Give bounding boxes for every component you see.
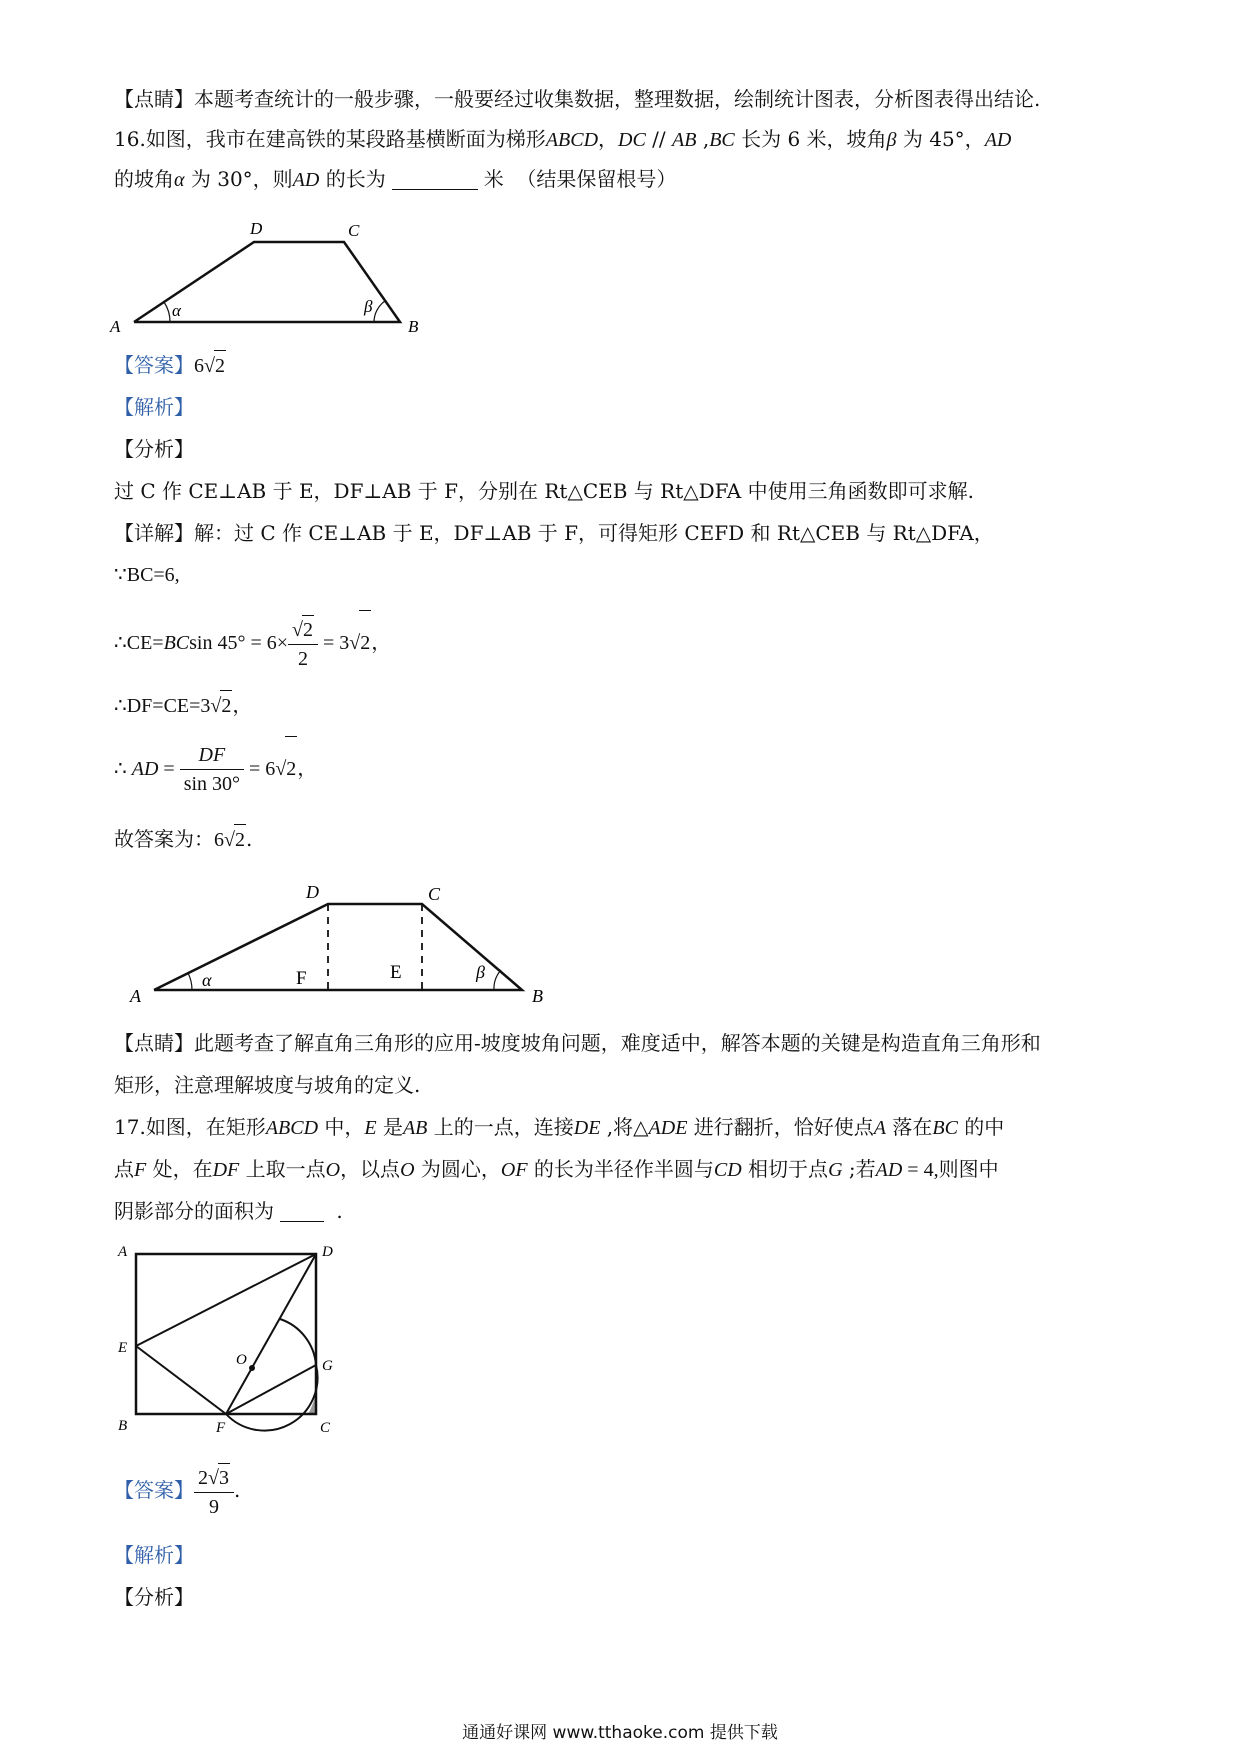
step3-ad: AD: [131, 758, 159, 780]
q16-parallel: //: [645, 127, 673, 151]
q17-b2: 处，在: [146, 1157, 213, 1181]
q17-b8: ;若: [842, 1157, 876, 1181]
fig3-label-b: B: [118, 1418, 128, 1434]
ans16-sqrt: √2: [204, 350, 226, 381]
step1-sqrt: √2: [349, 610, 371, 675]
conclusion-line: [114, 824, 1130, 855]
step1-frac-num: 2: [302, 615, 314, 644]
q17-a5: ,将△: [600, 1115, 649, 1139]
q17-df: DF: [212, 1159, 240, 1181]
q17-c1: 阴影部分的面积为: [114, 1199, 274, 1223]
jiexi-tag: 【解析】: [114, 395, 194, 419]
step2-line: [114, 690, 1130, 721]
fig2-label-d: D: [306, 882, 319, 902]
q16-alpha: α: [174, 169, 185, 191]
fig2-label-beta: β: [476, 962, 485, 982]
q16-text-5: 为 30°，则: [184, 167, 293, 191]
step3-line: [114, 736, 1130, 800]
q16-abcd: ABCD: [545, 129, 599, 151]
q17-a1: 如图，在矩形: [145, 1115, 266, 1139]
because-line: ∵BC=6,: [114, 564, 180, 586]
q16-line1: [114, 124, 1130, 155]
fig3-label-o: O: [236, 1352, 247, 1368]
q17-a8: 的中: [957, 1115, 1005, 1139]
fig3-label-c: C: [320, 1420, 331, 1436]
q17-of: OF: [500, 1159, 528, 1181]
q17-b9: = 4,则图中: [902, 1159, 999, 1181]
step2-end: ，: [232, 693, 253, 717]
q17-a: A: [873, 1117, 887, 1139]
step2-sqrt: √2: [210, 690, 232, 721]
dianjing-line: [114, 84, 1130, 114]
q17-o2: O: [400, 1159, 415, 1181]
fig1-label-d: D: [250, 222, 263, 238]
dianjing16-line1: [114, 1028, 1130, 1058]
q17-e: E: [364, 1117, 377, 1139]
fenxi-line: [114, 434, 1130, 464]
ans17-den: 9: [208, 1495, 219, 1518]
step1-radicand: 2: [359, 610, 371, 675]
q16-text-4: 的坡角: [114, 167, 174, 191]
q17-b4: ，以点: [340, 1157, 401, 1181]
ans17-fraction: $\frac{2√3}{9}$: [194, 1463, 234, 1521]
q17-de: DE: [573, 1117, 601, 1139]
conclusion-sqrt: √2: [224, 824, 246, 855]
jiexi17-line: [114, 1540, 1130, 1570]
step1-line: [114, 610, 1130, 674]
q17-a2: 中，: [318, 1115, 365, 1139]
fenxi-tag: 【分析】: [114, 437, 194, 461]
jiexi-line: [114, 392, 1130, 422]
answer-tag: 【答案】: [114, 353, 194, 377]
q17-a4: 上的一点，连接: [427, 1115, 574, 1139]
fig3-label-f: F: [216, 1420, 226, 1436]
step3-frac-num: DF: [180, 741, 244, 770]
xiangjie-text: 解：过 C 作 CE⊥AB 于 E，DF⊥AB 于 F，可得矩形 CEFD 和 Rt△CEB 与 Rt△DFA，: [194, 521, 994, 545]
q17-a7: 落在: [886, 1115, 933, 1139]
fig2-label-alpha: α: [202, 970, 212, 990]
q16-text-1: 如图，我市在建高铁的某段路基横断面为梯形: [145, 127, 546, 151]
q17-b3: 上取一点: [239, 1157, 326, 1181]
q17-c2: .: [330, 1199, 343, 1223]
q16-answer-blank: [392, 171, 478, 190]
q17-g: G: [828, 1159, 843, 1181]
q16-text-6: 的长为: [319, 167, 386, 191]
q17-cd: CD: [713, 1159, 742, 1181]
q16-text-2: 长为 6 米，坡角: [734, 127, 887, 151]
step3-eq2: = 6: [244, 758, 276, 780]
q16-bc: BC: [709, 129, 735, 151]
q17-ade: ADE: [648, 1117, 688, 1139]
xiangjie-line: [114, 518, 1130, 548]
q17-b1: 点: [114, 1157, 134, 1181]
fig1-label-beta: β: [364, 297, 373, 316]
fenxi17-line: [114, 1582, 1130, 1612]
conclusion-coef: 6: [214, 829, 224, 851]
ans17-tag: 【答案】: [114, 1478, 194, 1502]
q17-num: 17.: [114, 1115, 146, 1139]
q16-solution-figure: [120, 872, 560, 1012]
dianjing16-line2: 矩形，注意理解坡度与坡角的定义.: [114, 1073, 421, 1097]
fig3-label-g: G: [322, 1358, 333, 1374]
q17-line3: [114, 1196, 1130, 1226]
q16-comma2: ,: [696, 127, 710, 151]
q17-bc: BC: [932, 1117, 958, 1139]
q17-ab: AB: [402, 1117, 428, 1139]
conclusion-end: .: [245, 827, 253, 851]
fig2-label-f: F: [296, 968, 307, 989]
q17-abcd: ABCD: [265, 1117, 319, 1139]
fig3-label-e: E: [118, 1340, 128, 1356]
ans17-num-coef: 2: [198, 1466, 208, 1489]
dianjing-text: 本题考查统计的一般步骤，一般要经过收集数据，整理数据，绘制统计图表，分析图表得出结论.: [194, 87, 1041, 111]
ans17-end: .: [233, 1478, 241, 1502]
jiexi17-tag: 【解析】: [114, 1543, 194, 1567]
q16-dc: DC: [618, 129, 646, 151]
step2-coef: 3: [200, 695, 211, 717]
q17-o: O: [325, 1159, 341, 1181]
fig3-label-a: A: [118, 1244, 128, 1260]
ans16-radicand: 2: [214, 350, 226, 381]
xiangjie-tag: 【详解】: [114, 521, 194, 545]
q16-note: （结果保留根号）: [516, 167, 677, 191]
q17-figure-rectangle: [112, 1240, 372, 1440]
q16-ad-2: AD: [292, 169, 320, 191]
step1-bc: BC: [163, 632, 190, 654]
q17-a3: 是: [376, 1115, 403, 1139]
q17-a6: 进行翻折，恰好使点: [687, 1115, 874, 1139]
q16-num: 16.: [114, 127, 146, 151]
fig2-label-c: C: [428, 884, 441, 904]
fig2-label-b: B: [532, 986, 543, 1006]
q16-ab: AB: [672, 129, 697, 151]
fenxi17-tag: 【分析】: [114, 1585, 194, 1609]
conclusion-radicand: 2: [234, 824, 246, 855]
conclusion-pre: 故答案为：: [114, 827, 214, 851]
ans16-line: [114, 350, 1130, 381]
fig2-label-a: A: [130, 986, 141, 1006]
q17-ad: AD: [875, 1159, 903, 1181]
step3-fraction: [180, 741, 244, 798]
dianjing16-tag: 【点睛】: [114, 1031, 194, 1055]
step3-pre: ∴: [114, 758, 132, 780]
step1-sin: sin 45° = 6×: [189, 632, 289, 654]
step3-sqrt: √2: [275, 736, 297, 801]
fig1-label-alpha: α: [172, 301, 181, 320]
step2-radicand: 2: [220, 690, 232, 721]
q16-beta: β: [886, 129, 897, 151]
step3-end: ，: [297, 756, 318, 780]
q17-b7: 相切于点: [741, 1157, 829, 1181]
q16-figure-trapezoid: [108, 222, 448, 338]
q17-line2: [114, 1154, 1130, 1185]
fig3-label-d: D: [322, 1244, 333, 1260]
q17-f: F: [134, 1159, 147, 1181]
q17-answer-blank: [280, 1203, 324, 1222]
ans16-coef: 6: [194, 355, 204, 377]
step3-radicand: 2: [285, 736, 297, 801]
step1-frac-den: 2: [298, 647, 309, 670]
q16-text-3: 为 45°，: [896, 127, 985, 151]
dianjing16-text1: 此题考查了解直角三角形的应用-坡度坡角问题，难度适中，解答本题的关键是构造直角三角形和: [194, 1031, 1041, 1055]
q16-ad: AD: [984, 129, 1012, 151]
q17-b6: 的长为半径作半圆与: [527, 1157, 714, 1181]
step1-pre: ∴CE=: [114, 632, 164, 654]
q16-line2: [114, 164, 1130, 195]
ans17-line: [114, 1458, 1130, 1522]
step1-fraction: $\frac{√2}{2}$: [288, 615, 318, 673]
fig1-label-c: C: [348, 222, 360, 240]
fig1-label-b: B: [408, 317, 419, 336]
page-footer: 通通好课网 www.tthaoke.com 提供下载: [462, 1723, 778, 1743]
step1-eq: = 3: [318, 632, 350, 654]
fig2-label-e: E: [390, 962, 402, 983]
dianjing-tag: 【点睛】: [114, 87, 194, 111]
q16-comma1: ，: [598, 127, 619, 151]
step3-frac-den: sin 30°: [183, 773, 241, 795]
q17-line1: [114, 1112, 1130, 1143]
fig1-label-a: A: [110, 317, 121, 336]
step1-end: ，: [371, 630, 392, 654]
fenxi-text: 过 C 作 CE⊥AB 于 E，DF⊥AB 于 F，分别在 Rt△CEB 与 Rt△DFA 中使用三角函数即可求解.: [114, 479, 974, 503]
q16-unit: 米: [483, 167, 504, 191]
step2-pre: ∴DF=CE=: [114, 695, 201, 717]
ans17-num-rad: 3: [218, 1463, 230, 1492]
q17-b5: 为圆心，: [414, 1157, 501, 1181]
step3-eq1: =: [158, 758, 180, 780]
